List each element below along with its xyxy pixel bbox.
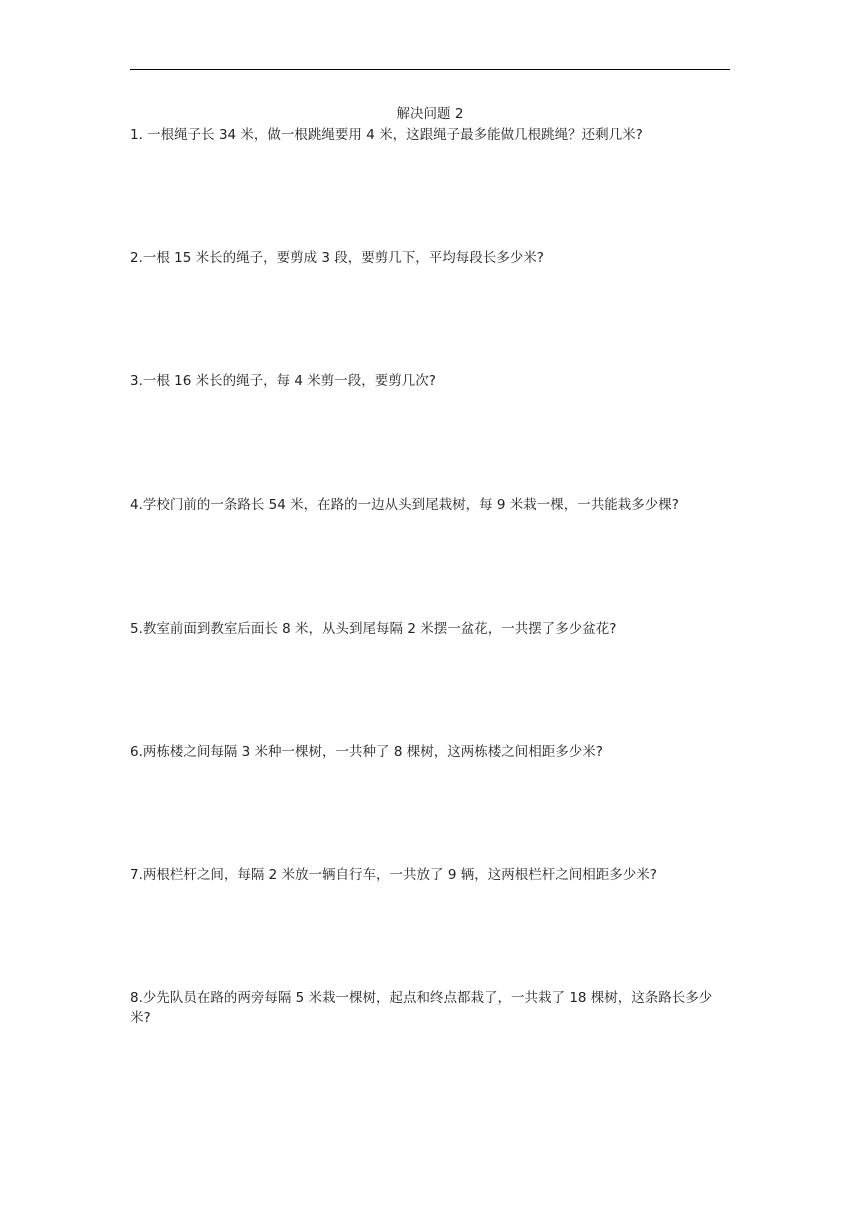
question-3: 3.一根 16 米长的绳子，每 4 米剪一段，要剪几次? [130,373,436,389]
question-1: 1. 一根绳子长 34 米，做一根跳绳要用 4 米，这跟绳子最多能做几根跳绳？还剩几米? [130,127,643,143]
header-rule [130,69,730,70]
question-4: 4.学校门前的一条路长 54 米，在路的一边从头到尾栽树，每 9 米栽一棵，一共能栽多少棵? [130,497,679,513]
question-2: 2.一根 15 米长的绳子，要剪成 3 段，要剪几下，平均每段长多少米? [130,250,544,266]
question-6: 6.两栋楼之间每隔 3 米种一棵树，一共种了 8 棵树，这两栋楼之间相距多少米? [130,744,603,760]
question-5: 5.教室前面到教室后面长 8 米，从头到尾每隔 2 米摆一盆花，一共摆了多少盆花? [130,621,617,637]
question-8: 8.少先队员在路的两旁每隔 5 米栽一棵树，起点和终点都栽了，一共栽了 18 棵树，这条路长多少米? [130,990,713,1026]
page-title: 解决问题 2 [396,106,464,122]
question-7: 7.两根栏杆之间，每隔 2 米放一辆自行车，一共放了 9 辆，这两根栏杆之间相距多少米? [130,867,657,883]
